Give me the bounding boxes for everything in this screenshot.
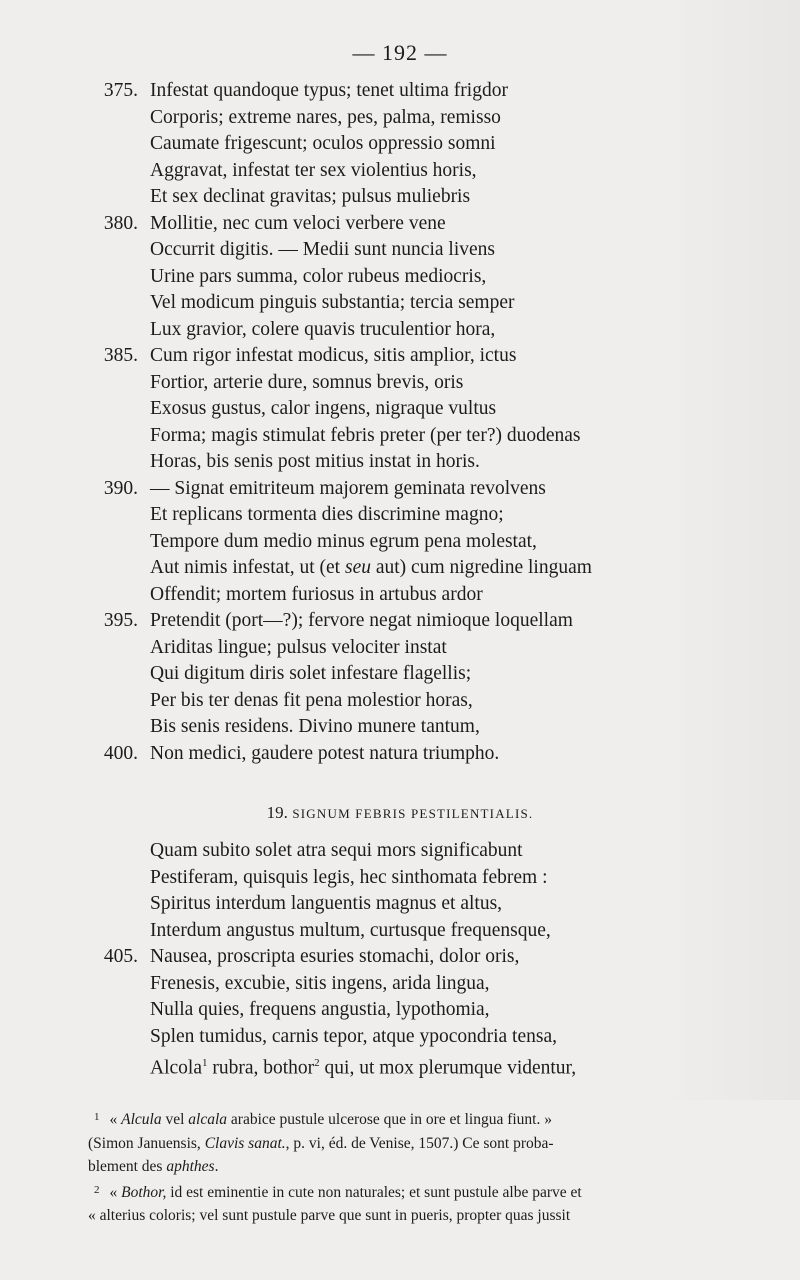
verse-text: Caumate frigescunt; oculos oppressio somni	[150, 133, 496, 154]
verse-text: Spiritus interdum languentis magnus et altus,	[150, 893, 503, 914]
verse-line	[0, 529, 800, 556]
line-number: 385.	[103, 345, 138, 366]
verse-line	[0, 237, 800, 264]
verse-line	[0, 449, 800, 476]
verse-text: Et replicans tormenta dies discrimine magno;	[150, 504, 504, 525]
verse-line	[0, 184, 800, 211]
footnote-ref-1[interactable]: 1	[201, 1057, 208, 1069]
verse-line	[0, 555, 800, 582]
verse-text: Alcola$^1$ rubra, bothor$^2$ qui, ut mox plerumque videntur,	[150, 1057, 577, 1079]
line-number: 395.	[103, 610, 138, 631]
footnote-line: « alterius coloris; vel sunt pustule parve que sunt in pueris, propter quas jussit	[88, 1207, 571, 1224]
verse-line	[0, 838, 800, 865]
verse-text: Aut nimis infestat, ut (et seu aut) cum nigredine linguam	[150, 557, 592, 578]
verse-text: — Signat emitriteum majorem geminata revolvens	[150, 477, 546, 499]
footnote-2	[88, 1179, 764, 1228]
verse-text: Cum rigor infestat modicus, sitis amplior, ictus	[150, 345, 517, 366]
verse-line	[0, 476, 800, 503]
verse-text: Offendit; mortem furiosus in artubus ardor	[150, 583, 483, 605]
verse-line	[0, 370, 800, 397]
verse-text: Frenesis, excubie, sitis ingens, arida lingua,	[150, 972, 490, 994]
verse-line	[0, 891, 800, 918]
line-number: 375.	[103, 80, 138, 101]
footnote-1	[88, 1106, 764, 1179]
verse-text: Pestiferam, quisquis legis, hec sinthomata febrem :	[150, 866, 548, 888]
verse-line	[0, 714, 800, 741]
line-number: 405.	[103, 946, 138, 967]
verse-line	[0, 971, 800, 998]
verse-line	[0, 741, 800, 768]
verse-text: Per bis ter denas fit pena molestior horas,	[150, 689, 473, 711]
section-title: SIGNUM FEBRIS PESTILENTIALIS.	[292, 806, 534, 821]
section-heading	[0, 803, 800, 823]
verse-text: Exosus gustus, calor ingens, nigraque vultus	[150, 398, 497, 419]
verse-line	[0, 661, 800, 688]
verse-text: Infestat quandoque typus; tenet ultima frigdor	[150, 80, 508, 101]
verse-line	[0, 423, 800, 450]
footnote-ref-2[interactable]: 2	[314, 1057, 320, 1069]
verse-text: Nulla quies, frequens angustia, lypothomia,	[150, 999, 490, 1020]
footnote-mark: 2	[94, 1183, 100, 1196]
verse-line	[0, 396, 800, 423]
verse-line	[0, 78, 800, 105]
verse-text: Pretendit (port—?); fervore negat nimioque loquellam	[150, 610, 573, 631]
verse-line	[0, 865, 800, 892]
verse-line	[0, 582, 800, 609]
verse-line	[0, 264, 800, 291]
verse-text: Bis senis residens. Divino munere tantum,	[150, 716, 480, 737]
verse-line	[0, 608, 800, 635]
verse-text: Et sex declinat gravitas; pulsus muliebris	[150, 186, 471, 207]
verse-text: Urine pars summa, color rubeus mediocris,	[150, 265, 487, 287]
verse-text: Qui digitum diris solet infestare flagellis;	[150, 663, 472, 684]
verse-line	[0, 105, 800, 132]
verse-line	[0, 502, 800, 529]
verse-line	[0, 688, 800, 715]
verse-line	[0, 317, 800, 344]
verse-line	[0, 158, 800, 185]
verse-text: Vel modicum pinguis substantia; tercia semper	[150, 292, 515, 313]
verse-text: Lux gravior, colere quavis truculentior hora,	[150, 318, 496, 340]
verse-line	[0, 635, 800, 662]
verse-line	[0, 211, 800, 238]
verse-line	[0, 944, 800, 971]
verse-text: Aggravat, infestat ter sex violentius horis,	[150, 159, 477, 181]
footnotes	[88, 1106, 764, 1228]
footnote-line: $^2$ « Bothor, id est eminentie in cute non naturales; et sunt pustule albe parve et	[94, 1183, 582, 1201]
footnote-line: (Simon Januensis, Clavis sanat., p. vi, éd. de Venise, 1507.) Ce sont proba-	[88, 1134, 554, 1152]
verse-line	[0, 1050, 800, 1077]
verse-line	[0, 1024, 800, 1051]
footnote-line: blement des aphthes.	[88, 1158, 219, 1175]
verse-text: Mollitie, nec cum veloci verbere vene	[150, 212, 446, 234]
verse-line	[0, 918, 800, 945]
verse-text: Tempore dum medio minus egrum pena molestat,	[150, 530, 537, 552]
verse-text: Forma; magis stimulat febris preter (per ter?) duodenas	[150, 424, 581, 446]
verse-text: Fortior, arterie dure, somnus brevis, oris	[150, 371, 464, 393]
footnote-mark: 1	[94, 1111, 100, 1123]
verse-text: Occurrit digitis. — Medii sunt nuncia livens	[150, 239, 495, 260]
page-number: — 192 —	[352, 40, 448, 65]
verse-text: Interdum angustus multum, curtusque frequensque,	[150, 919, 551, 941]
verse-text: Splen tumidus, carnis tepor, atque ypocondria tensa,	[150, 1025, 557, 1047]
verse-line	[0, 131, 800, 158]
italic-word: seu	[344, 557, 371, 578]
verse-text: Non medici, gaudere potest natura triumpho.	[150, 742, 500, 764]
verse-text: Nausea, proscripta esuries stomachi, dolor oris,	[150, 946, 520, 967]
verse-text: Corporis; extreme nares, pes, palma, remisso	[150, 106, 501, 128]
verse-line	[0, 997, 800, 1024]
verse-line	[0, 343, 800, 370]
verse-line	[0, 290, 800, 317]
footnote-line: $^1$ « Alcula vel alcala arabice pustule ulcerose que in ore et lingua fiunt. »	[94, 1111, 552, 1128]
line-number: 380.	[103, 212, 138, 234]
verse-text: Quam subito solet atra sequi mors significabunt	[150, 840, 523, 861]
verse-text: Ariditas lingue; pulsus velociter instat	[150, 636, 447, 658]
line-number: 400.	[103, 742, 138, 764]
section-number: 19.	[266, 803, 288, 822]
line-number: 390.	[103, 477, 138, 499]
verse-text: Horas, bis senis post mitius instat in horis.	[150, 451, 480, 472]
